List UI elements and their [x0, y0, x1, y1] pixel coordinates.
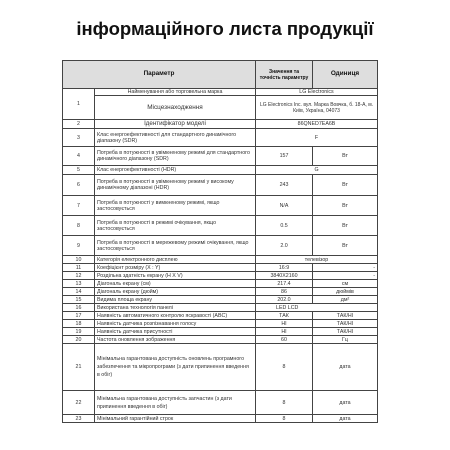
row-label: Потреба в потужності в увімкненому режимі у високому динамічному діапазоні (HDR): [95, 175, 256, 196]
row-value: 86: [256, 288, 313, 296]
row-label: Мінімальна гарантована доступність оновлень програмного забезпечення та мікропрограми (з дати припинення введення в обіг): [95, 344, 256, 391]
row-unit: ТАК/НІ: [313, 312, 378, 320]
table-row: [63, 288, 378, 296]
table-row: [63, 196, 378, 216]
table-row: [63, 129, 378, 147]
row-number: 13: [63, 280, 95, 288]
row-number: 20: [63, 336, 95, 344]
product-info-table: [62, 60, 378, 423]
row-unit: Вт: [313, 175, 378, 196]
row-label: Потреба в потужності в режимі очікування, якщо застосовується: [95, 216, 256, 236]
table-row: [63, 304, 378, 312]
row-value: F: [256, 129, 378, 147]
table-row: [63, 216, 378, 236]
row-label: Наявність автоматичного контролю яскравості (ABC): [95, 312, 256, 320]
row-number: 18: [63, 320, 95, 328]
row-unit: дм²: [313, 296, 378, 304]
table-row: [63, 256, 378, 264]
row-value: 16:9: [256, 264, 313, 272]
row-number: 16: [63, 304, 95, 312]
row-value: 202.0: [256, 296, 313, 304]
row-number: 9: [63, 236, 95, 256]
row-unit: Вт: [313, 216, 378, 236]
row-unit: см: [313, 280, 378, 288]
table-row: [63, 175, 378, 196]
table-row: [63, 89, 378, 96]
header-parameter: Параметр: [63, 61, 256, 89]
row-value: LG Electronics Inc. вул. Марка Вовчка, б. 18-А, м. Київ, Україна, 04073: [256, 96, 378, 120]
row-unit: ТАК/НІ: [313, 320, 378, 328]
row-label: Коефіцієнт розміру (X : Y): [95, 264, 256, 272]
row-number: 23: [63, 415, 95, 423]
row-label: Клас енергоефективності (HDR): [95, 166, 256, 175]
row-value: телевізор: [256, 256, 378, 264]
row-number: 12: [63, 272, 95, 280]
row-label: Категорія електронного дисплею: [95, 256, 256, 264]
row-value: НІ: [256, 328, 313, 336]
row-label: Потреба в потужності в мережевому режимі очікування, якщо застосовується: [95, 236, 256, 256]
table-row: [63, 147, 378, 166]
row-value: LED LCD: [256, 304, 378, 312]
table-row: [63, 236, 378, 256]
row-value: 3840X2160: [256, 272, 313, 280]
row-unit: дата: [313, 415, 378, 423]
table-row: [63, 280, 378, 288]
row-unit: Вт: [313, 196, 378, 216]
row-unit: -: [313, 264, 378, 272]
row-value: 2.0: [256, 236, 313, 256]
table-row: [63, 336, 378, 344]
table-row: [63, 312, 378, 320]
row-number: 22: [63, 391, 95, 415]
table-row: [63, 120, 378, 129]
row-number: 15: [63, 296, 95, 304]
row-value: N/A: [256, 196, 313, 216]
row-number: 10: [63, 256, 95, 264]
row-label: Мінімальна гарантована доступність запчастин (з дати припинення введення в обіг): [95, 391, 256, 415]
table-row: [63, 320, 378, 328]
row-value: G: [256, 166, 378, 175]
row-value: 8: [256, 415, 313, 423]
row-number: 3: [63, 129, 95, 147]
table-row: [63, 391, 378, 415]
row-label: Наявність датчика присутності: [95, 328, 256, 336]
row-label: Роздільна здатність екрану (H X V): [95, 272, 256, 280]
row-number: 8: [63, 216, 95, 236]
row-number: 19: [63, 328, 95, 336]
row-label: Ідентифікатор моделі: [95, 120, 256, 129]
row-label: Потреба в потужності у вимкненому режимі, якщо застосовується: [95, 196, 256, 216]
row-number: 1: [63, 89, 95, 120]
row-number: 7: [63, 196, 95, 216]
header-value: Значення та точність параметру: [256, 61, 313, 89]
row-label: Використана технологія панелі: [95, 304, 256, 312]
table-row: [63, 296, 378, 304]
row-unit: Вт: [313, 147, 378, 166]
row-number: 21: [63, 344, 95, 391]
row-value: 60: [256, 336, 313, 344]
table-row: [63, 96, 378, 120]
row-unit: дюймів: [313, 288, 378, 296]
row-number: 14: [63, 288, 95, 296]
row-label: Мінімальний гарантійний строк: [95, 415, 256, 423]
row-value: 8: [256, 391, 313, 415]
row-label: Діагональ екрану (дюйм): [95, 288, 256, 296]
row-value: 8: [256, 344, 313, 391]
row-label: Видима площа екрану: [95, 296, 256, 304]
row-unit: Вт: [313, 236, 378, 256]
row-number: 11: [63, 264, 95, 272]
row-unit: дата: [313, 344, 378, 391]
row-label: Найменування або торговельна марка: [95, 89, 256, 96]
row-value: НІ: [256, 320, 313, 328]
table-row: [63, 328, 378, 336]
row-value: LG Electronics: [256, 89, 378, 96]
table-row: [63, 415, 378, 423]
table-row: [63, 264, 378, 272]
row-label: Діагональ екрану (см): [95, 280, 256, 288]
row-value: 157: [256, 147, 313, 166]
row-label: Місцезнаходження: [95, 96, 256, 120]
header-unit: Одиниця: [313, 61, 378, 89]
table-header: [63, 61, 378, 89]
row-value: 217.4: [256, 280, 313, 288]
row-label: Наявність датчика розпізнавання голосу: [95, 320, 256, 328]
row-number: 6: [63, 175, 95, 196]
table-row: [63, 272, 378, 280]
row-number: 2: [63, 120, 95, 129]
table-row: [63, 166, 378, 175]
row-value: ТАК: [256, 312, 313, 320]
row-unit: ТАК/НІ: [313, 328, 378, 336]
row-unit: -: [313, 272, 378, 280]
row-unit: дата: [313, 391, 378, 415]
row-unit: Гц: [313, 336, 378, 344]
row-value: 0.5: [256, 216, 313, 236]
document-title: інформаційного листа продукції: [76, 18, 374, 39]
row-number: 4: [63, 147, 95, 166]
row-label: Клас енергоефективності для стандартного динамічного діапазону (SDR): [95, 129, 256, 147]
row-value: 86QNED7EA6B: [256, 120, 378, 129]
row-label: Потреба в потужності в увімкненому режимі для стандартного динамічного діапазону (SDR): [95, 147, 256, 166]
table-row: [63, 344, 378, 391]
row-value: 243: [256, 175, 313, 196]
row-number: 17: [63, 312, 95, 320]
row-label: Частота оновлення зображення: [95, 336, 256, 344]
row-number: 5: [63, 166, 95, 175]
